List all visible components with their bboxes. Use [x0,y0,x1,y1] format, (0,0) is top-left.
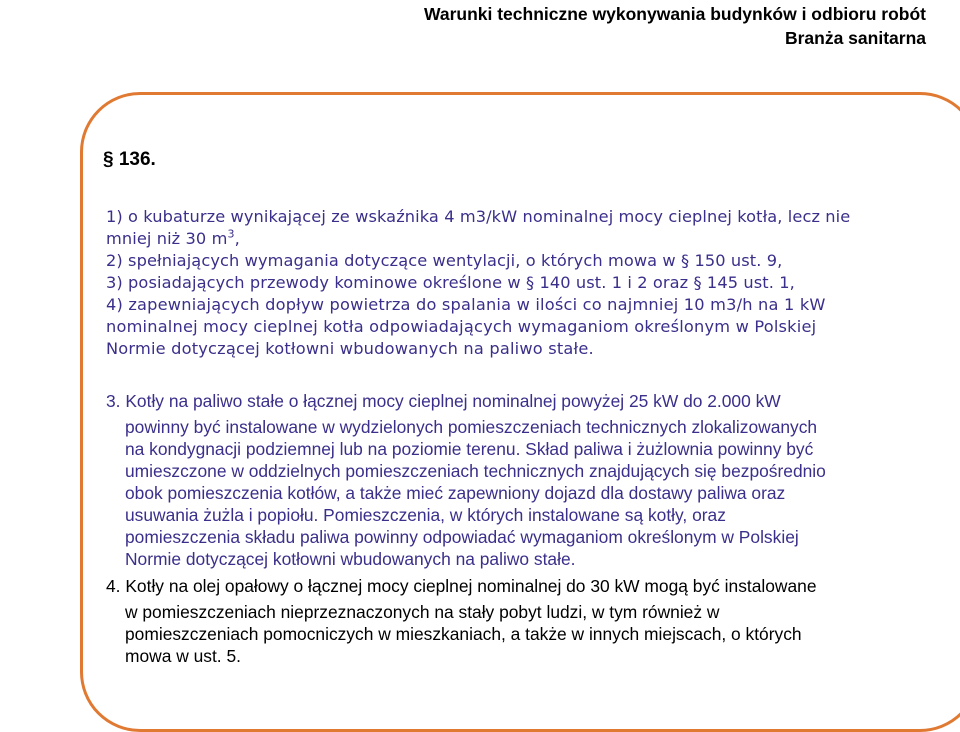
document-header [424,2,926,50]
header-subtitle: Branża sanitarna [784,28,926,48]
point-3: 3) posiadających przewody kominowe określone w § 140 ust. 1 i 2 oraz § 145 ust. 1, [106,273,795,292]
section-symbol: § [103,149,114,170]
item-4-line-4: mowa w ust. 5. [125,646,241,666]
point-1-line-2 [106,228,240,250]
point-1-line-1: 1) o kubaturze wynikającej ze wskaźnika 4 m3/kW nominalnej mocy cieplnej kotła, lecz nie [106,207,851,226]
point-4-line-2: nominalnej mocy cieplnej kotła odpowiadających wymaganiom określonym w Polskiej [106,317,817,336]
item-4-line-3: pomieszczeniach pomocniczych w mieszkaniach, a także w innych miejscach, o których [125,624,802,644]
item-3-line-2: powinny być instalowane w wydzielonych pomieszczeniach technicznych zlokalizowanych [125,417,818,437]
item-3-line-8: Normie dotyczącej kotłowni wbudowanych na paliwo stałe. [125,549,576,569]
point-4-line-1: 4) zapewniających dopływ powietrza do spalania w ilości co najmniej 10 m3/h na 1 kW [106,295,826,314]
header-title: Warunki techniczne wykonywania budynków i odbioru robót [423,4,926,24]
item-3-line-4: umieszczone w oddzielnych pomieszczeniach technicznych znajdujących się bezpośrednio [125,461,826,481]
item-3-line-3: na kondygnacji podziemnej lub na poziomie terenu. Skład paliwa i żużlownia powinny być [125,439,814,459]
point-2: 2) spełniających wymagania dotyczące wentylacji, o których mowa w § 150 ust. 9, [106,251,783,270]
item-3-line-6: usuwania żużla i popiołu. Pomieszczenia, w których instalowane są kotły, oraz [125,505,726,525]
item-3-line-5: obok pomieszczenia kotłów, a także mieć zapewniony dojazd dla dostawy paliwa oraz [125,483,786,503]
item-3-line-1: 3. Kotły na paliwo stałe o łącznej mocy cieplnej nominalnej powyżej 25 kW do 2.000 kW [106,391,781,411]
section-heading [103,149,156,171]
point-1-text: mniej niż 30 m [106,229,228,248]
item-4-line-1: 4. Kotły na olej opałowy o łącznej mocy cieplnej nominalnej do 30 kW mogą być instalowane [106,576,817,596]
point-1-superscript: 3 [227,227,235,241]
item-4-line-2: w pomieszczeniach nieprzeznaczonych na stały pobyt ludzi, w tym również w [125,602,720,622]
item-3-line-7: pomieszczenia składu paliwa powinny odpowiadać wymaganiom określonym w Polskiej [125,527,799,547]
section-number: 136. [118,149,156,170]
point-4-line-3: Normie dotyczącej kotłowni wbudowanych na paliwo stałe. [106,339,594,358]
point-1-comma: , [234,229,240,248]
